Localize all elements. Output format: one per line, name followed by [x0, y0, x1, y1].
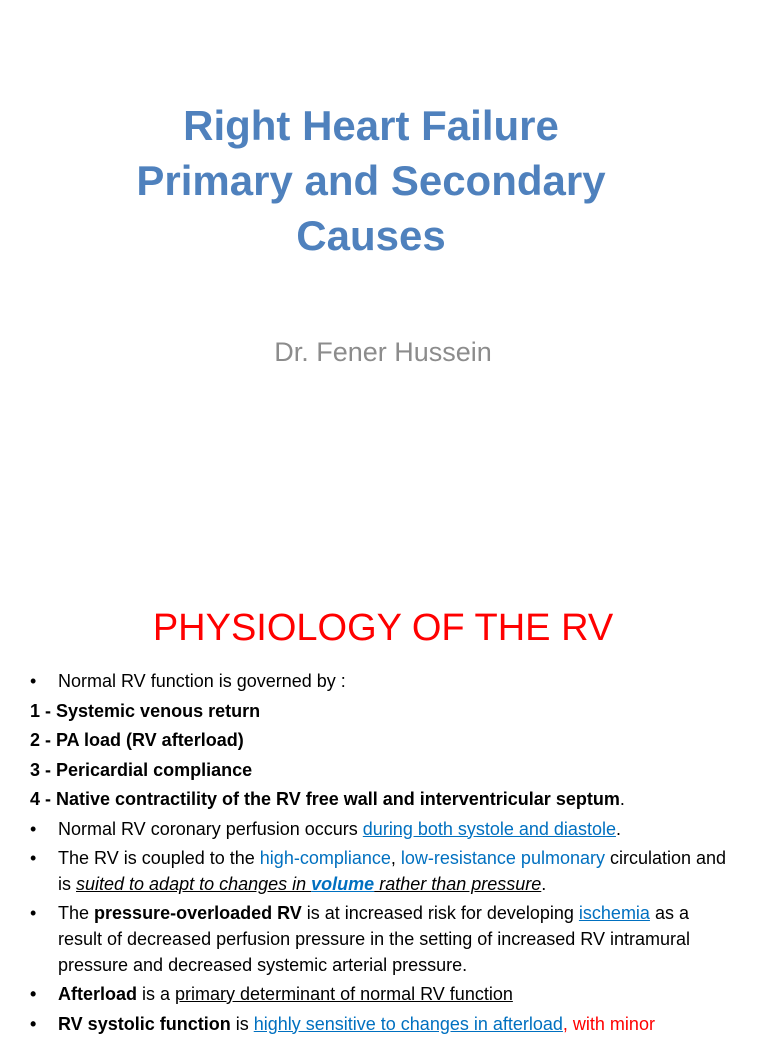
slide-content — [0, 668, 768, 1040]
bullet-text: Normal RV function is governed by : — [58, 671, 346, 691]
bullet-text-2: is at increased risk for developing — [302, 903, 579, 923]
list-item — [0, 900, 768, 981]
list-item — [0, 816, 768, 846]
numbered-item — [0, 727, 768, 757]
red-text: , with minor — [563, 1014, 655, 1034]
title-line-1: Right Heart Failure — [0, 98, 742, 153]
numbered-text: 1 - Systemic venous return — [30, 701, 260, 721]
bullet-text: is — [231, 1014, 254, 1034]
list-item — [0, 1011, 768, 1040]
ischemia-link[interactable]: ischemia — [579, 903, 650, 923]
numbered-text: 4 - Native contractility of the RV free wall and interventricular septum — [30, 789, 620, 809]
italic-text-1: suited to adapt to changes in — [76, 874, 311, 894]
list-item — [0, 845, 768, 900]
italic-text-2: rather than pressure — [374, 874, 541, 894]
bullet-icon: • — [30, 816, 36, 842]
title-line-3: Causes — [0, 208, 742, 263]
numbered-item — [0, 786, 768, 816]
slide-title — [0, 98, 742, 263]
bullet-text: The RV is coupled to the — [58, 848, 260, 868]
numbered-item — [0, 757, 768, 787]
comma-text: , — [391, 848, 401, 868]
numbered-text: 3 - Pericardial compliance — [30, 760, 252, 780]
bullet-icon: • — [30, 845, 36, 871]
underlined-text: primary determinant of normal RV function — [175, 984, 513, 1004]
bullet-end: . — [616, 819, 621, 839]
bullet-icon: • — [30, 900, 36, 926]
list-item — [0, 981, 768, 1011]
bullet-icon: • — [30, 1011, 36, 1037]
bold-text: Afterload — [58, 984, 137, 1004]
slide-heading: PHYSIOLOGY OF THE RV — [0, 603, 766, 653]
low-resistance-text: low-resistance pulmonary — [401, 848, 605, 868]
physiology-slide — [0, 576, 768, 1024]
bullet-text: Normal RV coronary perfusion occurs — [58, 819, 363, 839]
high-compliance-text: high-compliance — [260, 848, 391, 868]
bullet-text-3: as a result of decreased perfusion pressure in the setting of increased RV intramural pressure and decreased systemic arterial pressure. — [58, 903, 690, 975]
bold-text: pressure-overloaded RV — [94, 903, 302, 923]
numbered-text: 2 - PA load (RV afterload) — [30, 730, 244, 750]
bullet-end: . — [541, 874, 546, 894]
bullet-icon: • — [30, 668, 36, 694]
author-name: Dr. Fener Hussein — [0, 334, 766, 370]
bullet-icon: • — [30, 981, 36, 1007]
bullet-text-2: circulation and is — [58, 848, 726, 894]
volume-text: volume — [311, 874, 374, 894]
numbered-suffix: . — [620, 789, 625, 809]
list-item — [0, 668, 768, 698]
bold-text: RV systolic function — [58, 1014, 231, 1034]
afterload-link[interactable]: highly sensitive to changes in afterload — [254, 1014, 563, 1034]
bullet-text: is a — [137, 984, 175, 1004]
numbered-item — [0, 698, 768, 728]
bullet-text: The — [58, 903, 94, 923]
coronary-perfusion-link[interactable]: during both systole and diastole — [363, 819, 616, 839]
title-line-2: Primary and Secondary — [0, 153, 742, 208]
